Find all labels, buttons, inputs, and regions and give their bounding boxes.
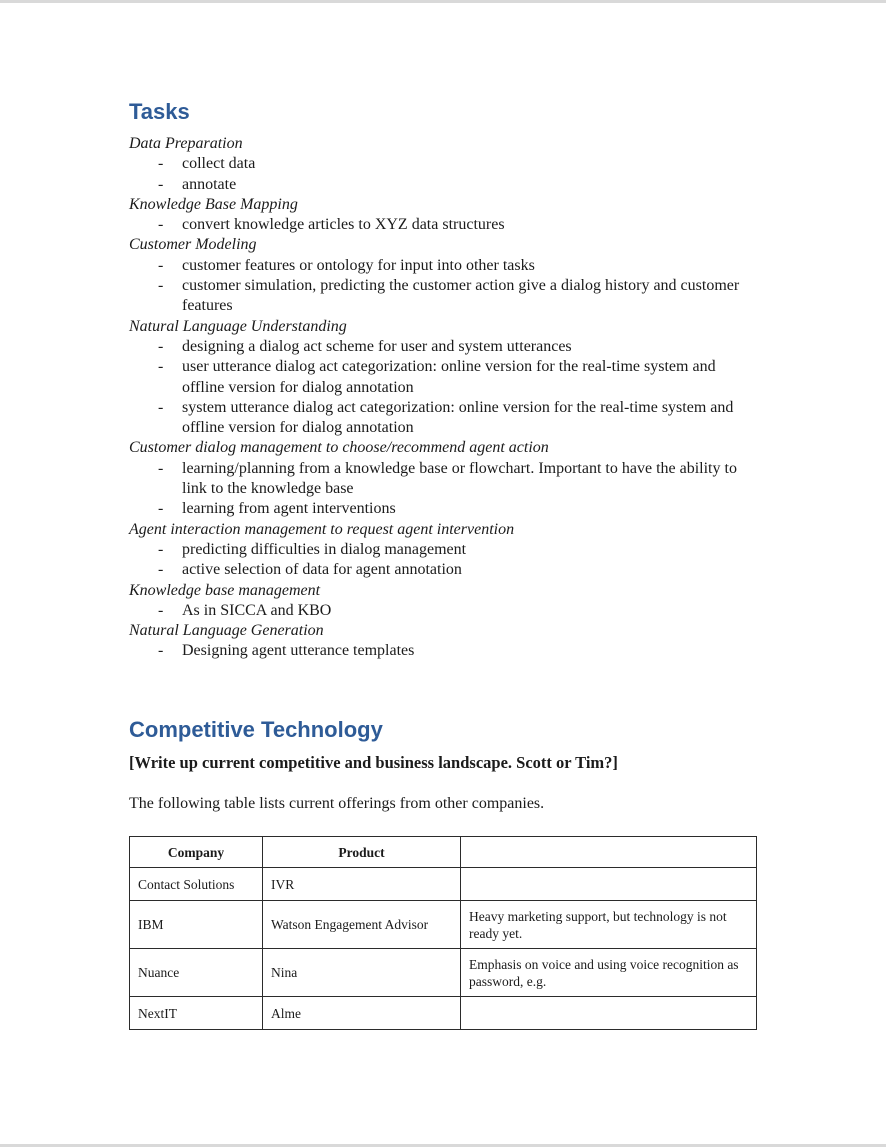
task-group-title: Natural Language Understanding	[129, 317, 347, 335]
task-group-title: Agent interaction management to request agent intervention	[129, 520, 515, 538]
cell-product: Watson Engagement Advisor	[263, 901, 461, 949]
cell-company: IBM	[130, 901, 263, 949]
document-content	[129, 0, 757, 1030]
list-item	[129, 154, 757, 174]
competitive-heading: Competitive Technology	[129, 716, 383, 742]
list-item	[129, 398, 757, 439]
table-intro: The following table lists current offerings from other companies.	[129, 794, 545, 812]
offerings-table	[129, 836, 757, 1030]
list-item-text: customer simulation, predicting the customer action give a dialog history and customer features	[182, 277, 740, 315]
task-group-title: Customer Modeling	[129, 236, 257, 254]
cell-company: Contact Solutions	[130, 868, 263, 901]
bullet-dash: -	[158, 216, 164, 234]
list-item	[129, 459, 757, 500]
bullet-dash: -	[158, 601, 164, 619]
bullet-dash: -	[158, 500, 164, 518]
table-row	[130, 949, 757, 997]
list-item-text: customer features or ontology for input into other tasks	[182, 256, 535, 274]
list-item	[129, 560, 757, 580]
cell-product: Nina	[263, 949, 461, 997]
list-item	[129, 175, 757, 195]
cell-notes: Heavy marketing support, but technology is not ready yet.	[461, 901, 757, 949]
list-item	[129, 601, 757, 621]
column-header-product: Product	[263, 837, 461, 868]
bullet-dash: -	[158, 277, 164, 295]
bullet-dash: -	[158, 155, 164, 173]
list-item-text: designing a dialog act scheme for user and system utterances	[182, 337, 572, 355]
list-item	[129, 357, 757, 398]
bullet-dash: -	[158, 337, 164, 355]
list-item-text: predicting difficulties in dialog management	[182, 540, 467, 558]
competitive-note: [Write up current competitive and business landscape. Scott or Tim?]	[129, 752, 618, 772]
list-item	[129, 540, 757, 560]
cell-product: IVR	[263, 868, 461, 901]
bullet-dash: -	[158, 358, 164, 376]
table-header-row	[130, 837, 757, 868]
table-row	[130, 997, 757, 1030]
task-group-title: Data Preparation	[129, 135, 243, 152]
list-item	[129, 499, 757, 519]
list-item-text: collect data	[182, 155, 256, 173]
list-item	[129, 276, 757, 317]
task-group-title: Natural Language Generation	[129, 622, 324, 640]
cell-notes	[461, 997, 757, 1030]
list-item-text: system utterance dialog act categorization: online version for the real-time system and offline version for dialog annotation	[182, 398, 734, 437]
table-row	[130, 901, 757, 949]
bullet-dash: -	[158, 398, 164, 416]
column-header-notes	[461, 837, 757, 868]
list-item	[129, 337, 757, 357]
bullet-dash: -	[158, 561, 164, 579]
bullet-dash: -	[158, 540, 164, 558]
task-group-title: Customer dialog management to choose/recommend agent action	[129, 439, 549, 457]
bullet-dash: -	[158, 256, 164, 274]
list-item	[129, 641, 757, 661]
cell-product: Alme	[263, 997, 461, 1030]
list-item-text: user utterance dialog act categorization: online version for the real-time system and offline version for dialog annotation	[182, 358, 716, 396]
list-item-text: convert knowledge articles to XYZ data structures	[182, 216, 505, 234]
bullet-dash: -	[158, 642, 164, 660]
tasks-heading: Tasks	[129, 99, 190, 124]
bullet-dash: -	[158, 459, 164, 477]
cell-company: NextIT	[130, 997, 263, 1030]
list-item-text: learning/planning from a knowledge base or flowchart. Important to have the ability to link to the knowledge base	[182, 459, 737, 498]
list-item-text: annotate	[182, 175, 237, 193]
list-item-text: learning from agent interventions	[182, 500, 396, 518]
list-item-text: Designing agent utterance templates	[182, 642, 415, 660]
cell-company: Nuance	[130, 949, 263, 997]
list-item-text: As in SICCA and KBO	[182, 601, 332, 619]
task-group-title: Knowledge Base Mapping	[129, 195, 298, 213]
cell-notes	[461, 868, 757, 901]
cell-notes: Emphasis on voice and using voice recognition as password, e.g.	[461, 949, 757, 997]
column-header-company: Company	[130, 837, 263, 868]
list-item-text: active selection of data for agent annotation	[182, 561, 462, 579]
list-item	[129, 215, 757, 235]
task-group-title: Knowledge base management	[129, 581, 321, 599]
bullet-dash: -	[158, 175, 164, 193]
list-item	[129, 256, 757, 276]
table-row	[130, 868, 757, 901]
